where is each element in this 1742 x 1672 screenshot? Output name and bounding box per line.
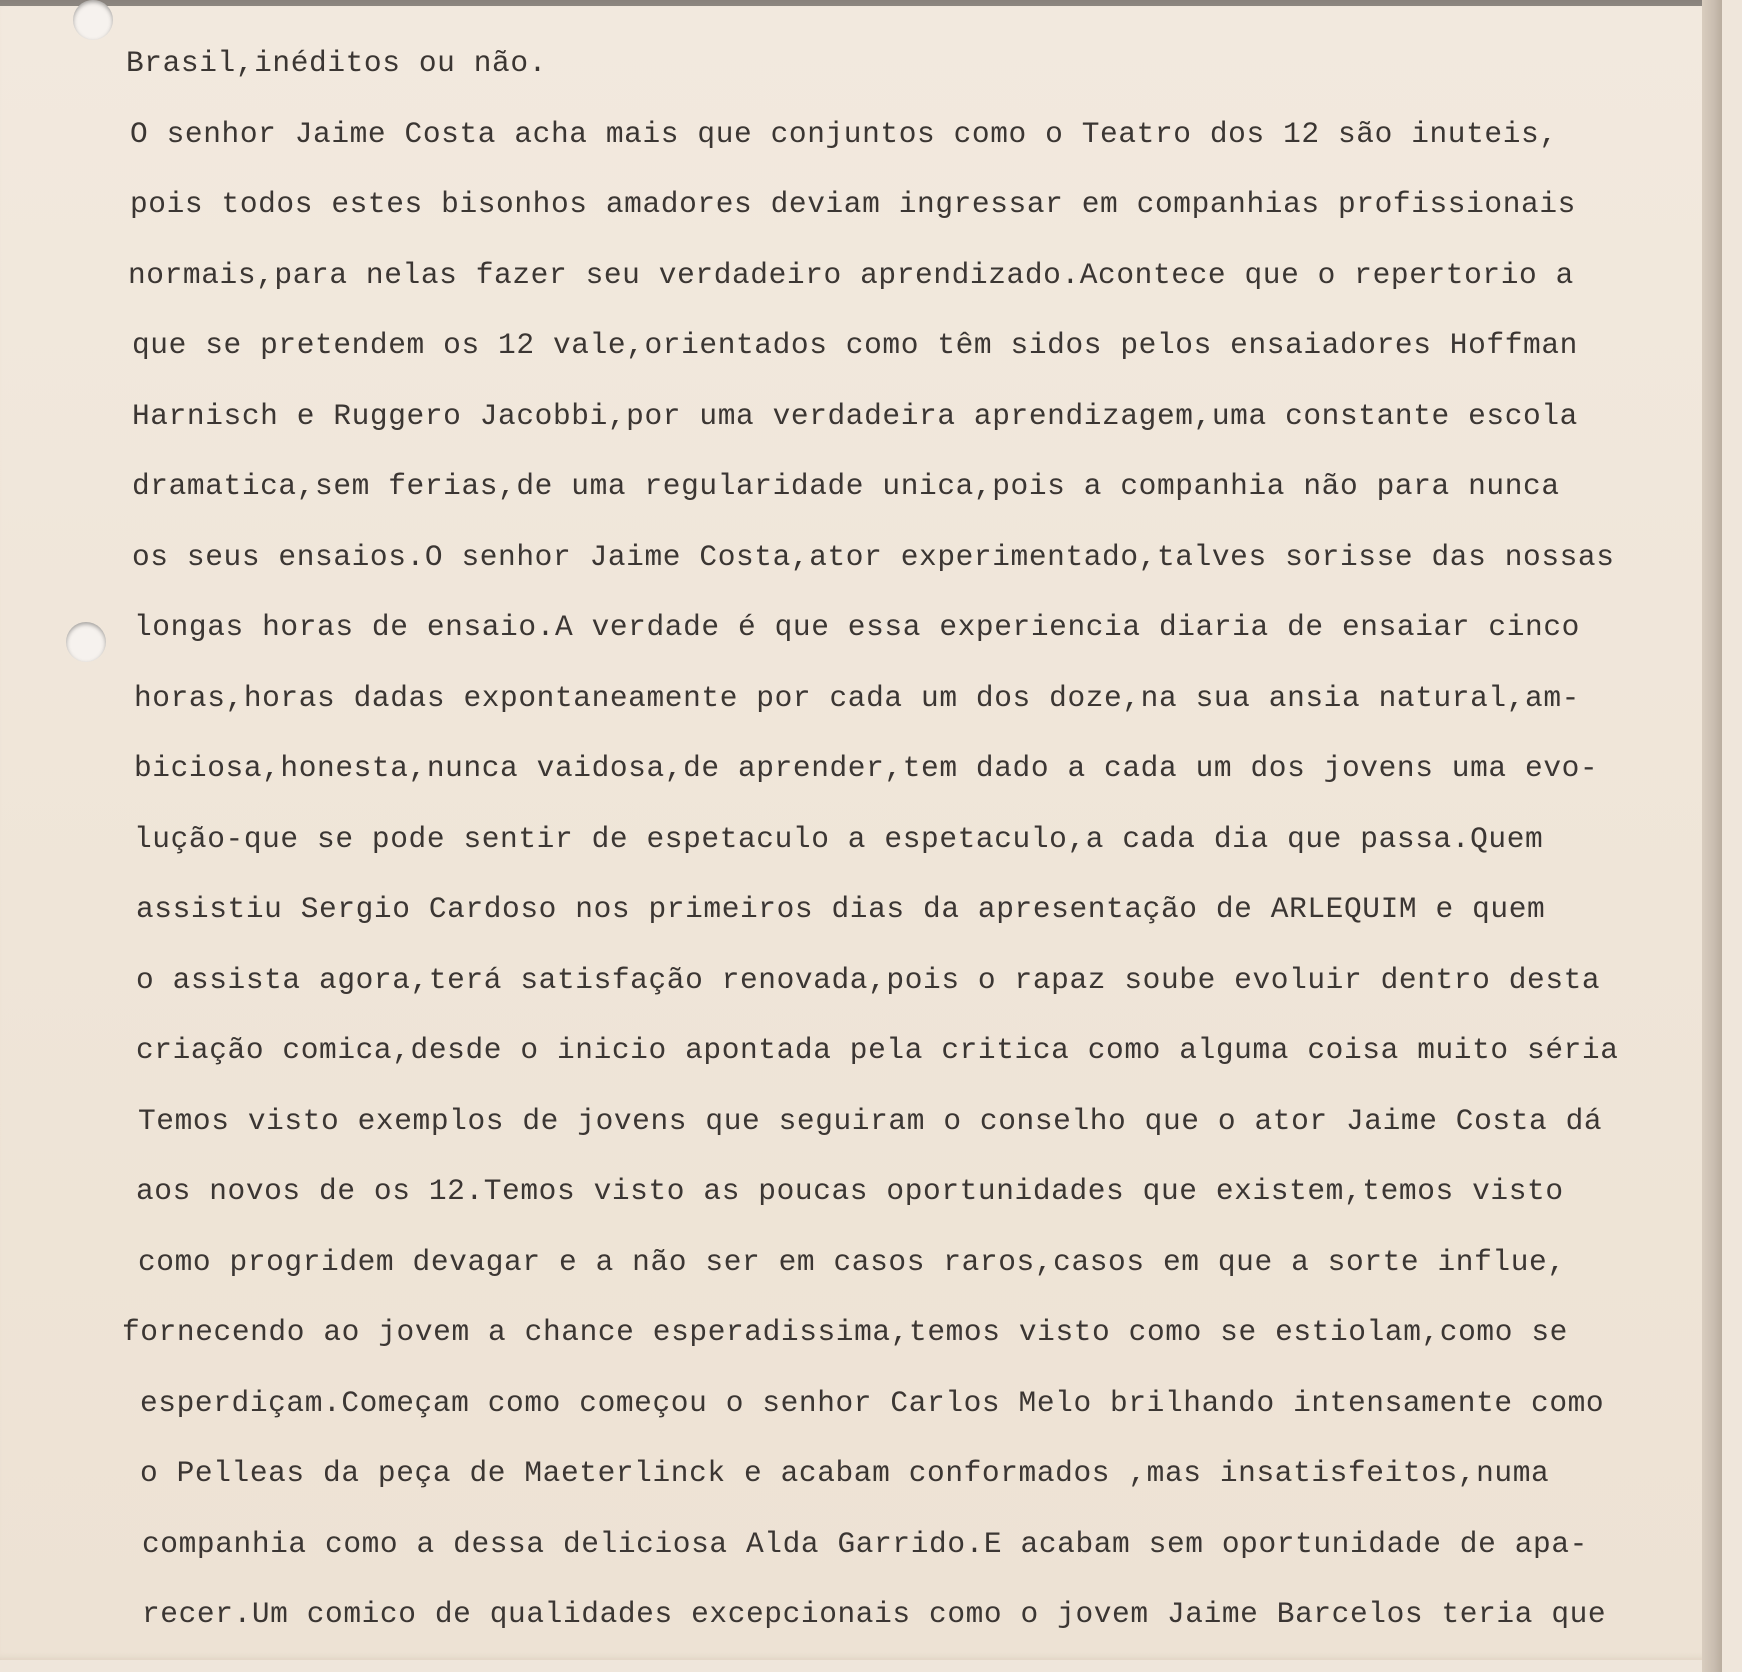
text-line: Temos visto exemplos de jovens que seguiram o conselho que o ator Jaime Costa dá [138, 1103, 1603, 1138]
text-line: fornecendo ao jovem a chance esperadissima,temos visto como se estiolam,como se [122, 1315, 1568, 1349]
text-line: O senhor Jaime Costa acha mais que conjuntos como o Teatro dos 12 são inuteis, [130, 116, 1558, 151]
punch-hole-middle [66, 622, 106, 662]
punch-hole-top [73, 0, 113, 40]
text-line: criação comica,desde o inicio apontada pela critica como alguma coisa muito séria [136, 1033, 1619, 1067]
page-edge [1702, 0, 1722, 1672]
text-line: aos novos de os 12.Temos visto as poucas oportunidades que existem,temos visto [136, 1174, 1564, 1208]
text-line: assistiu Sergio Cardoso nos primeiros dias da apresentação de ARLEQUIM e quem [136, 892, 1546, 926]
text-line: pois todos estes bisonhos amadores deviam ingressar em companhias profissionais [130, 187, 1576, 221]
text-line: o Pelleas da peça de Maeterlinck e acabam conformados ,mas insatisfeitos,numa [140, 1456, 1550, 1490]
top-edge-strip [0, 0, 1722, 6]
text-line: dramatica,sem ferias,de uma regularidade unica,pois a companhia não para nunca [132, 469, 1560, 503]
text-line: companhia como a dessa deliciosa Alda Garrido.E acabam sem oportunidade de apa- [142, 1526, 1588, 1561]
text-line: os seus ensaios.O senhor Jaime Costa,ator experimentado,talves sorisse das nossas [132, 539, 1615, 574]
text-line: como progridem devagar e a não ser em casos raros,casos em que a sorte influe, [138, 1244, 1566, 1279]
text-line: Brasil,inéditos ou não. [126, 46, 547, 80]
text-line: lução-que se pode sentir de espetaculo a espetaculo,a cada dia que passa.Quem [134, 821, 1544, 856]
text-line: normais,para nelas fazer seu verdadeiro aprendizado.Acontece que o repertorio a [128, 257, 1574, 292]
text-line: que se pretendem os 12 vale,orientados como têm sidos pelos ensaiadores Hoffman [132, 328, 1578, 362]
text-line: biciosa,honesta,nunca vaidosa,de aprender,tem dado a cada um dos jovens uma evo- [134, 751, 1599, 785]
text-line: Harnisch e Ruggero Jacobbi,por uma verdadeira aprendizagem,uma constante escola [132, 398, 1578, 433]
text-line: o assista agora,terá satisfação renovada,pois o rapaz soube evoluir dentro desta [136, 962, 1601, 997]
text-line: longas horas de ensaio.A verdade é que essa experiencia diaria de ensaiar cinco [134, 610, 1580, 644]
text-line: recer.Um comico de qualidades excepcionais como o jovem Jaime Barcelos teria que [142, 1597, 1607, 1631]
text-line: horas,horas dadas expontaneamente por cada um dos doze,na sua ansia natural,am- [134, 680, 1580, 715]
typed-text-body [122, 34, 1726, 1656]
text-line: esperdiçam.Começam como começou o senhor Carlos Melo brilhando intensamente como [140, 1385, 1605, 1420]
